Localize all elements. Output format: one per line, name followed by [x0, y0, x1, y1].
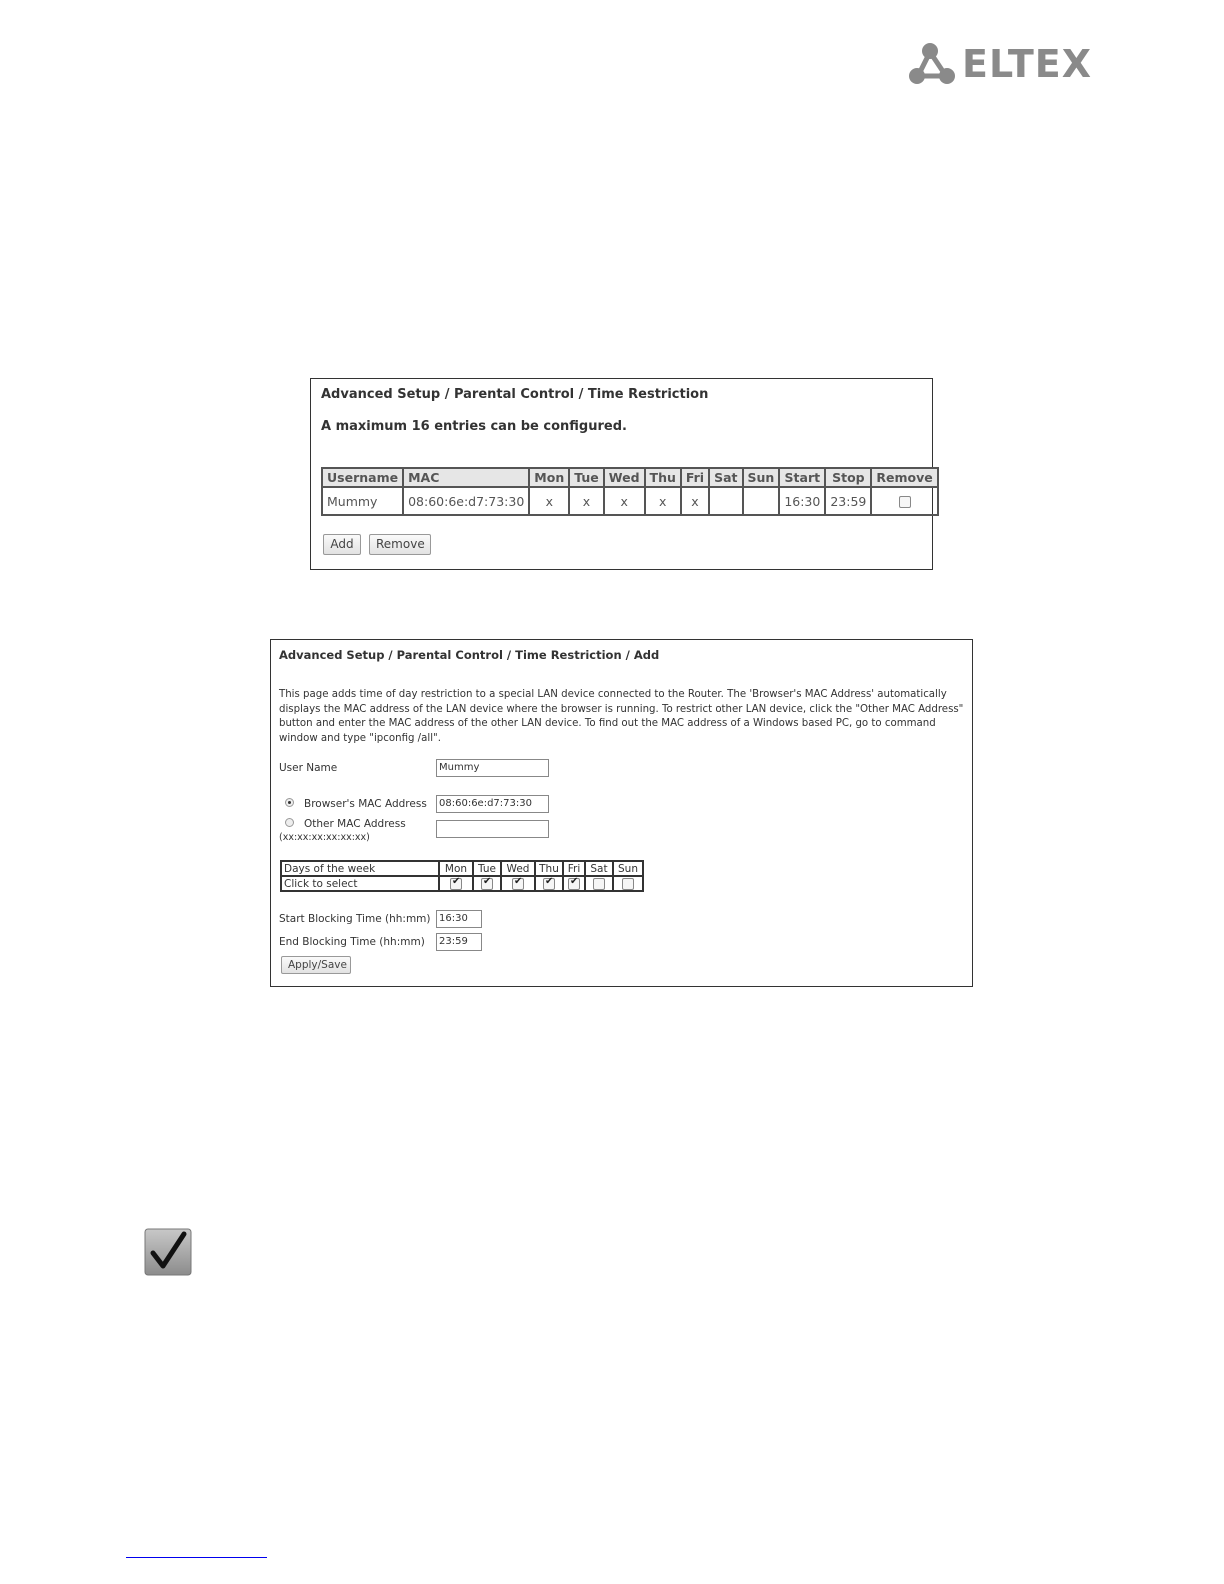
- logo-text: ELTEX: [962, 42, 1093, 86]
- col-fri: Fri: [681, 468, 709, 487]
- day-sat-label: Sat: [585, 861, 613, 876]
- cell-username: Mummy: [322, 487, 403, 515]
- footnote-divider: [126, 1557, 267, 1558]
- cell-sun: [743, 487, 780, 515]
- day-tue-label: Tue: [473, 861, 501, 876]
- eltex-logo: [908, 42, 1092, 86]
- col-remove: Remove: [871, 468, 937, 487]
- breadcrumb: Advanced Setup / Parental Control / Time Restriction / Add: [279, 648, 660, 662]
- start-time-input[interactable]: 16:30: [436, 910, 482, 928]
- username-label: User Name: [279, 762, 338, 774]
- browser-mac-label: Browser's MAC Address: [304, 798, 427, 810]
- max-entries-note: A maximum 16 entries can be configured.: [321, 419, 627, 434]
- col-mac: MAC: [403, 468, 529, 487]
- col-username: Username: [322, 468, 403, 487]
- day-thu-checkbox[interactable]: [543, 878, 555, 890]
- day-thu-label: Thu: [535, 861, 563, 876]
- mac-format-hint: (xx:xx:xx:xx:xx:xx): [279, 832, 370, 843]
- day-wed-label: Wed: [501, 861, 535, 876]
- other-mac-radio[interactable]: [285, 818, 294, 827]
- other-mac-input[interactable]: [436, 820, 549, 838]
- col-thu: Thu: [645, 468, 681, 487]
- table-header-row: [322, 468, 938, 487]
- cell-mac: 08:60:6e:d7:73:30: [403, 487, 529, 515]
- col-mon: Mon: [529, 468, 569, 487]
- col-tue: Tue: [569, 468, 604, 487]
- username-input[interactable]: Mummy: [436, 759, 549, 777]
- end-time-label: End Blocking Time (hh:mm): [279, 936, 425, 948]
- col-start: Start: [779, 468, 825, 487]
- day-fri-label: Fri: [563, 861, 585, 876]
- day-tue-checkbox[interactable]: [481, 878, 493, 890]
- day-sun-checkbox[interactable]: [622, 878, 634, 890]
- day-sat-checkbox[interactable]: [593, 878, 605, 890]
- days-select-row: [281, 876, 643, 891]
- cell-thu: x: [645, 487, 681, 515]
- click-to-select-label: Click to select: [281, 876, 439, 891]
- checkmark-icon: [144, 1228, 192, 1276]
- apply-save-button[interactable]: Apply/Save: [281, 956, 351, 974]
- day-wed-checkbox[interactable]: [512, 878, 524, 890]
- table-row: [322, 487, 938, 515]
- page-description: This page adds time of day restriction to a special LAN device connected to the Router. The 'Browser's MAC Address' automatically displays the MAC address of the LAN device where the browser is running. To restrict other LAN device, click the "Other MAC Address" button and enter the MAC address of the other LAN device. To find out the MAC address of a Windows based PC, go to command window and type "ipconfig /all".: [279, 689, 964, 744]
- restriction-table: [321, 467, 939, 516]
- col-stop: Stop: [825, 468, 871, 487]
- cell-sat: [709, 487, 742, 515]
- logo-mark-icon: [908, 42, 958, 86]
- day-mon-label: Mon: [439, 861, 473, 876]
- day-mon-checkbox[interactable]: [450, 878, 462, 890]
- day-fri-checkbox[interactable]: [568, 878, 580, 890]
- days-table: [280, 860, 644, 892]
- browser-mac-input[interactable]: 08:60:6e:d7:73:30: [436, 795, 549, 813]
- days-header-row: [281, 861, 643, 876]
- cell-start: 16:30: [779, 487, 825, 515]
- day-sun-label: Sun: [613, 861, 643, 876]
- breadcrumb: Advanced Setup / Parental Control / Time Restriction: [321, 387, 709, 402]
- add-button[interactable]: Add: [323, 534, 361, 555]
- cell-tue: x: [569, 487, 604, 515]
- cell-stop: 23:59: [825, 487, 871, 515]
- other-mac-label: Other MAC Address: [304, 818, 406, 830]
- cell-fri: x: [681, 487, 709, 515]
- time-restriction-panel: [310, 378, 933, 570]
- browser-mac-radio[interactable]: [285, 798, 294, 807]
- time-restriction-add-panel: [270, 639, 973, 987]
- start-time-label: Start Blocking Time (hh:mm): [279, 913, 431, 925]
- remove-button[interactable]: Remove: [369, 534, 431, 555]
- col-sat: Sat: [709, 468, 742, 487]
- end-time-input[interactable]: 23:59: [436, 933, 482, 951]
- cell-remove: [871, 487, 937, 515]
- col-sun: Sun: [743, 468, 780, 487]
- cell-mon: x: [529, 487, 569, 515]
- remove-checkbox[interactable]: [899, 496, 911, 508]
- col-wed: Wed: [604, 468, 645, 487]
- cell-wed: x: [604, 487, 645, 515]
- days-label: Days of the week: [281, 861, 439, 876]
